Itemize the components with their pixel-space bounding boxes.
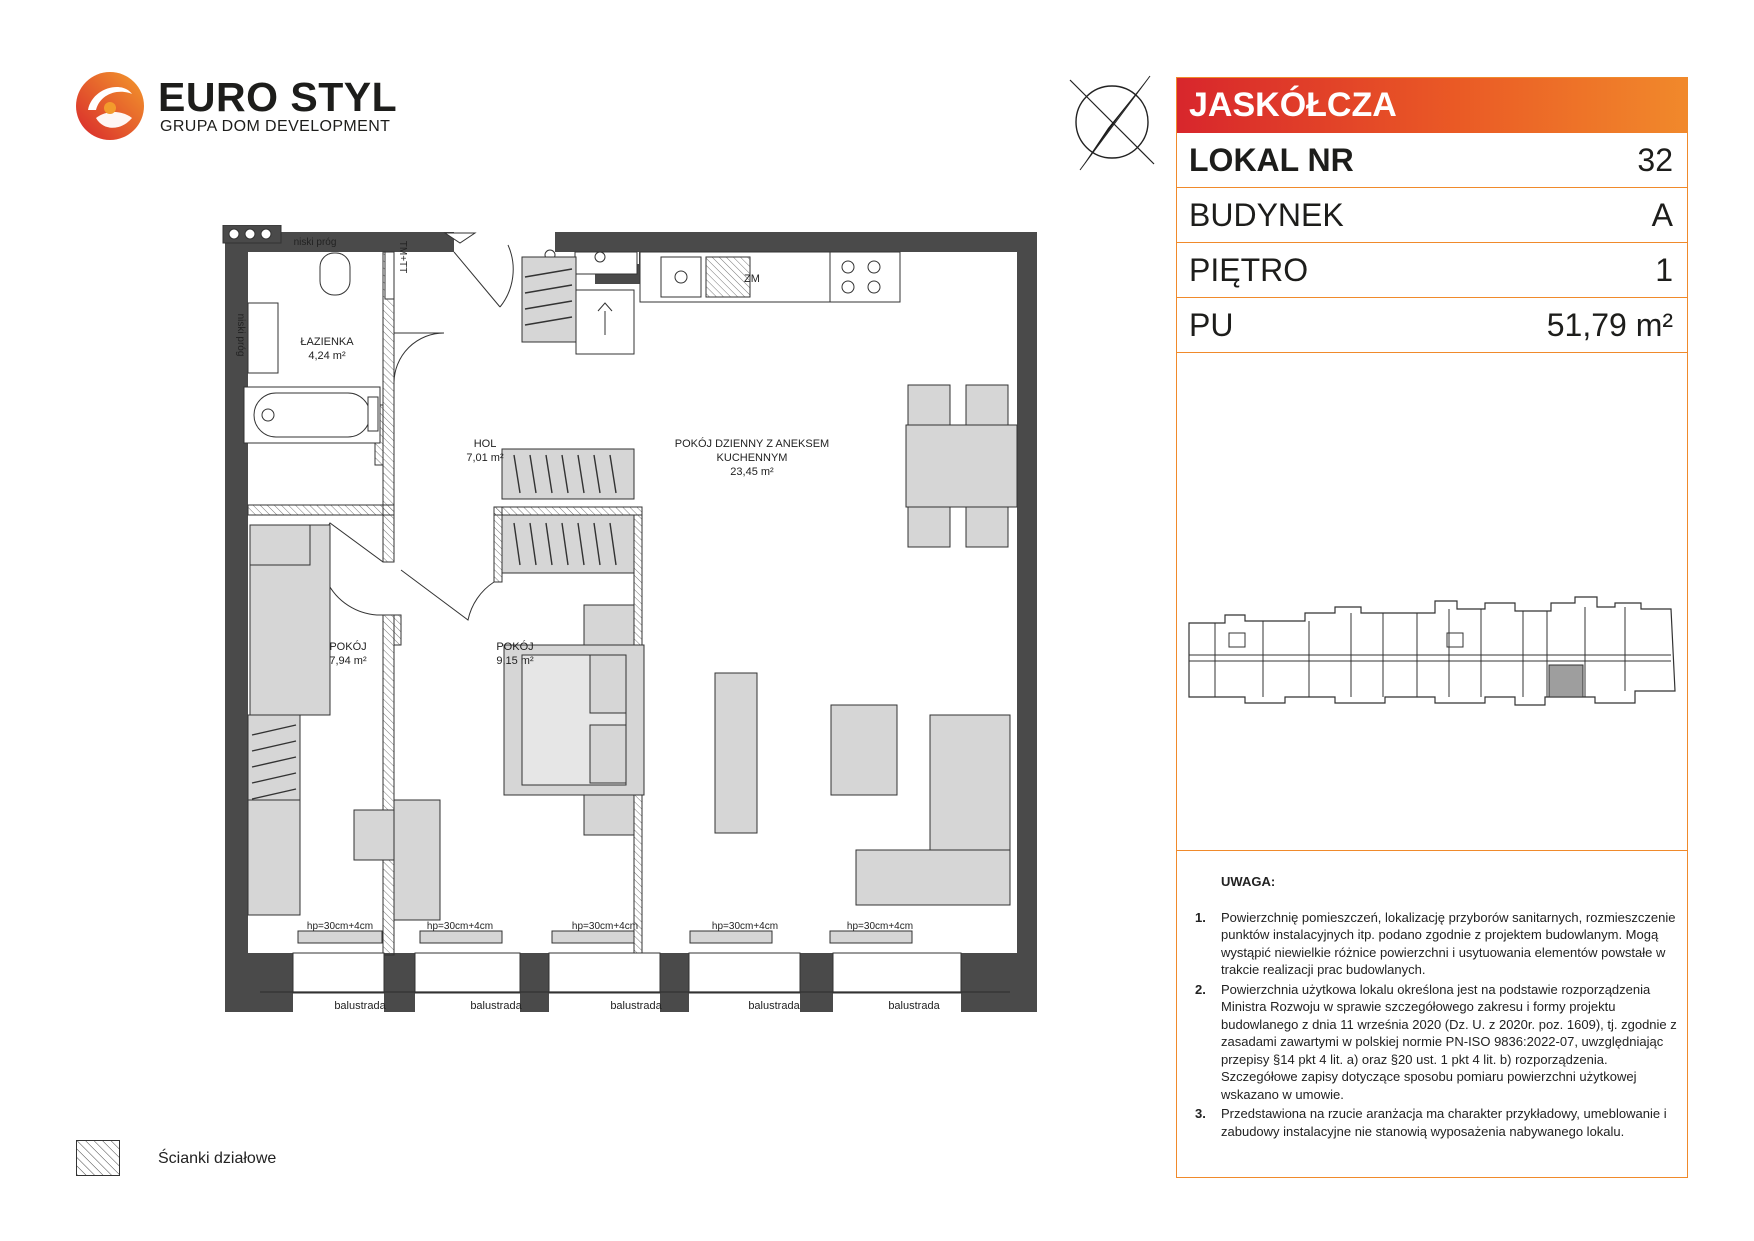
balcony-label: balustrada — [748, 1000, 800, 1012]
row-value: 32 — [1637, 142, 1673, 178]
brand-tagline: GRUPA DOM DEVELOPMENT — [160, 118, 391, 135]
brand-logo — [74, 70, 398, 140]
balcony-label: balustrada — [470, 1000, 522, 1012]
room-area: 7,94 m² — [329, 655, 367, 667]
building-key-plan — [1185, 593, 1679, 728]
row-label: BUDYNEK — [1189, 197, 1344, 233]
window-sill-height: hp=30cm+4cm — [711, 921, 779, 932]
window-sill-height: hp=30cm+4cm — [426, 921, 494, 932]
hatched-partition-swatch — [76, 1140, 120, 1176]
brand-name: EURO STYL — [158, 74, 398, 120]
row-value: 1 — [1655, 252, 1673, 288]
note-text: Powierzchnia użytkowa lokalu określona jest na podstawie rozporządzenia Ministra Rozwoju w sprawie szczegółowego zakresu i formy projektu budowlanego z dnia 11 września 2020 (Dz. U. z 2020r. poz. 1609), tj. zgodnie z zasadami zawartymi w polskiej normie PN-ISO 9836:2022-07, uwzględniając przepisy §14 pkt 4 lit. a) oraz §20 ust. 1 pkt 4 lit. b) rozporządzenia. Szczegółowe zapisy dotyczące sposobu pomiaru powierzchni użytkowej wskazano w umowie. — [1221, 981, 1677, 1102]
note-number: 3. — [1195, 1106, 1206, 1121]
unit-info-panel — [1176, 77, 1688, 1178]
legend-label: Ścianki działowe — [158, 1150, 277, 1167]
row-label: LOKAL NR — [1189, 142, 1354, 178]
room-name: ŁAZIENKA — [300, 336, 354, 348]
meter-label: ZM — [744, 273, 760, 285]
room-area: 23,45 m² — [730, 466, 774, 478]
room-area: 7,01 m² — [466, 452, 504, 464]
threshold-label: niski próg — [293, 237, 337, 248]
note-text: Przedstawiona na rzucie aranżacja ma charakter przykładowy, umeblowanie i zabudowy instalacyjne nie stanowią wyposażenia nabywanego lokalu. — [1221, 1106, 1667, 1139]
legend — [76, 1140, 376, 1180]
balcony-label: balustrada — [334, 1000, 386, 1012]
row-floor — [1177, 243, 1687, 298]
north-arrow-icon — [1068, 72, 1158, 172]
room-area: 4,24 m² — [308, 350, 346, 362]
note-item — [1191, 981, 1677, 1104]
room-name: HOL — [473, 438, 497, 450]
note-number: 2. — [1195, 981, 1206, 997]
window-sill-height: hp=30cm+4cm — [571, 921, 639, 932]
note-number: 1. — [1195, 909, 1206, 925]
room-name-line2: KUCHENNYM — [716, 452, 788, 464]
room-area: 9,15 m² — [496, 655, 534, 667]
highlighted-unit — [1549, 665, 1583, 697]
floor-plan-drawing — [220, 225, 1040, 1015]
compass — [1068, 72, 1158, 172]
meter-label: TM+TT — [397, 240, 408, 274]
balcony-label: balustrada — [610, 1000, 662, 1012]
euro-styl-logo-icon — [74, 70, 146, 142]
note-item — [1191, 1105, 1677, 1140]
row-area — [1177, 298, 1687, 353]
threshold-label: niski próg — [235, 313, 246, 357]
floor-plan — [220, 225, 1040, 1015]
note-text: Powierzchnię pomieszczeń, lokalizację przyborów sanitarnych, rozmieszczenie punktów instalacyjnych itp. podano zgodnie z projektem budowlanym. Mogą wystąpić niewielkie różnice powierzchni i usytuowania elementów powstałe w trakcie realizacji prac budowlanych. — [1221, 909, 1676, 977]
row-building — [1177, 188, 1687, 243]
row-label: PU — [1189, 307, 1234, 343]
bed-furniture — [504, 605, 644, 835]
investment-name: JASKÓŁCZA — [1177, 78, 1687, 133]
row-unit-number — [1177, 133, 1687, 188]
room-name: POKÓJ — [496, 641, 534, 653]
notes-title: UWAGA: — [1221, 874, 1276, 889]
room-name: POKÓJ DZIENNY Z ANEKSEM — [674, 438, 830, 450]
room-name: POKÓJ — [329, 641, 367, 653]
balcony-label: balustrada — [888, 1000, 940, 1012]
bathroom-fixtures — [223, 225, 394, 443]
row-value: A — [1651, 197, 1673, 233]
interior-doors — [321, 333, 494, 620]
notes-divider — [1177, 850, 1687, 851]
notes-section — [1191, 873, 1677, 1140]
row-value: 51,79 m² — [1546, 307, 1673, 343]
note-item — [1191, 909, 1677, 979]
window-sill-height: hp=30cm+4cm — [306, 921, 374, 932]
entry-door — [445, 233, 513, 307]
row-label: PIĘTRO — [1189, 252, 1309, 288]
window-sill-height: hp=30cm+4cm — [846, 921, 914, 932]
